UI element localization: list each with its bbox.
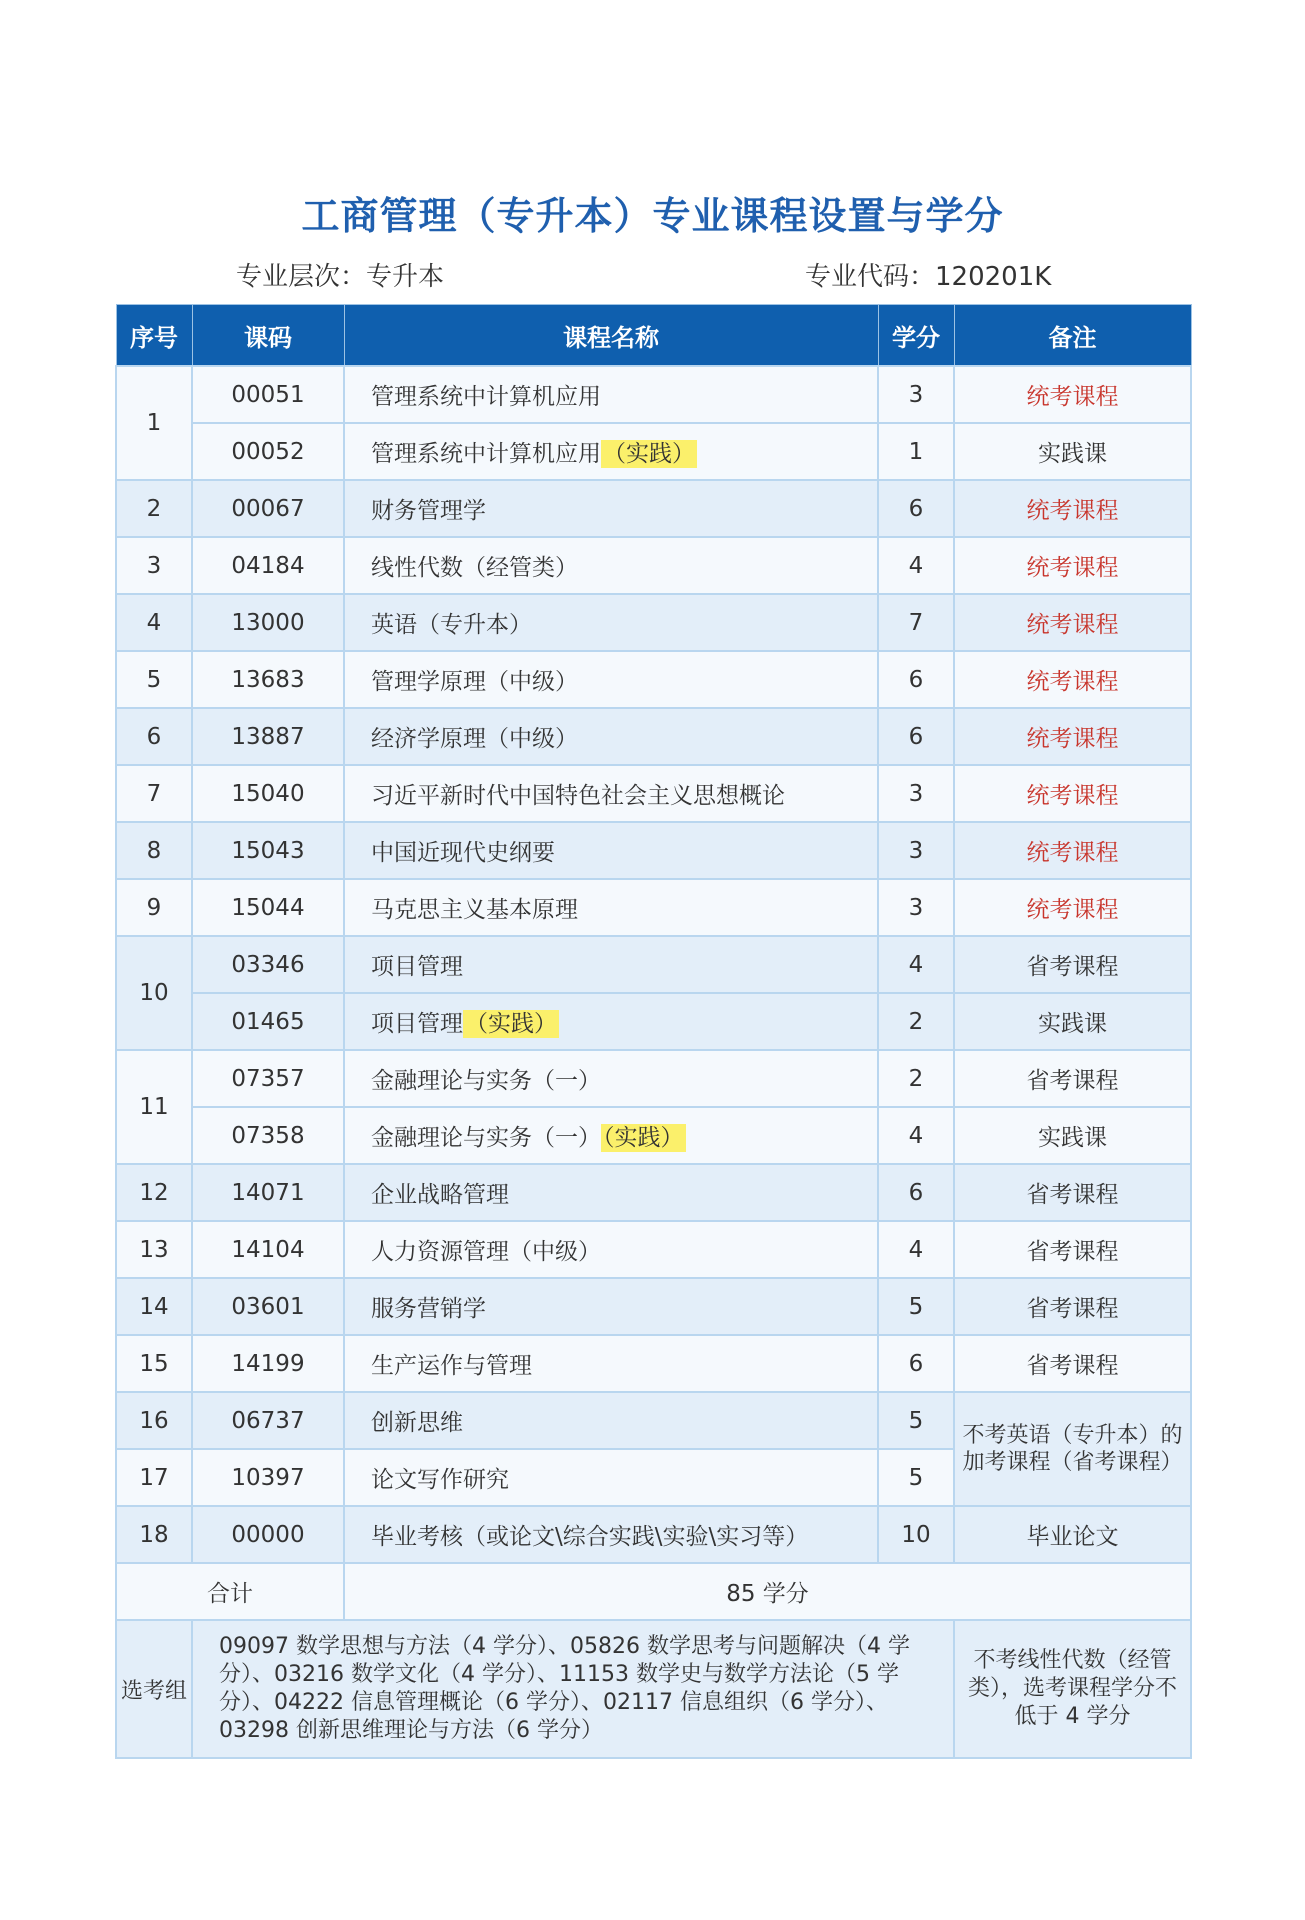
practice-highlight: （实践） xyxy=(465,1011,557,1037)
total-row xyxy=(116,1563,1191,1620)
course-name-cell xyxy=(344,1107,878,1164)
course-table xyxy=(115,304,1192,1759)
table-row xyxy=(116,1278,1191,1335)
code-cell: 15040 xyxy=(192,765,344,822)
seq-cell: 5 xyxy=(116,651,192,708)
credit-cell: 2 xyxy=(878,1050,954,1107)
header-remark: 备注 xyxy=(954,305,1191,367)
code-cell: 14071 xyxy=(192,1164,344,1221)
code-cell: 13000 xyxy=(192,594,344,651)
table-row xyxy=(116,1392,1191,1449)
table-row xyxy=(116,1221,1191,1278)
code-cell: 00000 xyxy=(192,1506,344,1563)
credit-cell: 7 xyxy=(878,594,954,651)
seq-cell: 7 xyxy=(116,765,192,822)
course-name-cell: 生产运作与管理 xyxy=(344,1335,878,1392)
seq-cell: 4 xyxy=(116,594,192,651)
remark-cell: 统考课程 xyxy=(954,879,1191,936)
table-row xyxy=(116,1506,1191,1563)
table-row xyxy=(116,822,1191,879)
seq-cell: 2 xyxy=(116,480,192,537)
elective-label: 选考组 xyxy=(116,1620,192,1758)
code-cell: 15043 xyxy=(192,822,344,879)
course-name-cell: 经济学原理（中级） xyxy=(344,708,878,765)
code-cell: 03601 xyxy=(192,1278,344,1335)
remark-cell: 统考课程 xyxy=(954,765,1191,822)
course-name-cell xyxy=(344,993,878,1050)
credit-cell: 3 xyxy=(878,366,954,423)
seq-cell: 17 xyxy=(116,1449,192,1506)
remark-cell: 统考课程 xyxy=(954,366,1191,423)
remark-cell: 不考英语（专升本）的加考课程（省考课程） xyxy=(954,1392,1191,1506)
course-name-cell: 财务管理学 xyxy=(344,480,878,537)
credit-cell: 6 xyxy=(878,651,954,708)
course-name-cell: 管理学原理（中级） xyxy=(344,651,878,708)
credit-cell: 2 xyxy=(878,993,954,1050)
remark-cell: 统考课程 xyxy=(954,708,1191,765)
table-header-row xyxy=(116,305,1191,367)
course-name-cell xyxy=(344,366,878,423)
code-cell: 14199 xyxy=(192,1335,344,1392)
course-name: 金融理论与实务（一） xyxy=(371,1125,601,1151)
table-row xyxy=(116,537,1191,594)
remark-cell: 统考课程 xyxy=(954,651,1191,708)
course-name: 管理系统中计算机应用 xyxy=(371,441,601,467)
course-name-cell: 毕业考核（或论文\综合实践\实验\实习等） xyxy=(344,1506,878,1563)
remark-cell: 省考课程 xyxy=(954,936,1191,993)
table-row xyxy=(116,1050,1191,1107)
header-seq: 序号 xyxy=(116,305,192,367)
code-cell: 15044 xyxy=(192,879,344,936)
seq-cell: 11 xyxy=(116,1050,192,1164)
code-cell: 00067 xyxy=(192,480,344,537)
course-name-cell: 项目管理 xyxy=(344,936,878,993)
seq-cell: 8 xyxy=(116,822,192,879)
course-name-cell: 中国近现代史纲要 xyxy=(344,822,878,879)
credit-cell: 5 xyxy=(878,1449,954,1506)
major-code: 专业代码：120201K xyxy=(805,262,1052,292)
credit-cell: 6 xyxy=(878,480,954,537)
remark-cell: 省考课程 xyxy=(954,1050,1191,1107)
seq-cell: 12 xyxy=(116,1164,192,1221)
remark-cell: 统考课程 xyxy=(954,537,1191,594)
course-name: 管理系统中计算机应用 xyxy=(371,384,601,410)
credit-cell: 4 xyxy=(878,1221,954,1278)
major-level: 专业层次：专升本 xyxy=(236,262,445,292)
seq-cell: 15 xyxy=(116,1335,192,1392)
remark-cell: 统考课程 xyxy=(954,480,1191,537)
table-row xyxy=(116,480,1191,537)
code-cell: 13683 xyxy=(192,651,344,708)
table-row xyxy=(116,936,1191,993)
course-name-cell: 马克思主义基本原理 xyxy=(344,879,878,936)
credit-cell: 1 xyxy=(878,423,954,480)
table-row xyxy=(116,594,1191,651)
total-label: 合计 xyxy=(116,1563,344,1620)
remark-cell: 省考课程 xyxy=(954,1335,1191,1392)
credit-cell: 6 xyxy=(878,1164,954,1221)
table-row xyxy=(116,993,1191,1050)
seq-cell: 9 xyxy=(116,879,192,936)
course-name-cell: 习近平新时代中国特色社会主义思想概论 xyxy=(344,765,878,822)
code-cell: 10397 xyxy=(192,1449,344,1506)
seq-cell: 6 xyxy=(116,708,192,765)
table-row xyxy=(116,366,1191,423)
course-name: 项目管理 xyxy=(371,1011,463,1037)
remark-cell: 省考课程 xyxy=(954,1164,1191,1221)
table-row xyxy=(116,651,1191,708)
table-row xyxy=(116,423,1191,480)
course-name-cell xyxy=(344,423,878,480)
course-name-cell: 人力资源管理（中级） xyxy=(344,1221,878,1278)
remark-cell: 统考课程 xyxy=(954,594,1191,651)
code-cell: 03346 xyxy=(192,936,344,993)
credit-cell: 3 xyxy=(878,822,954,879)
credit-cell: 6 xyxy=(878,708,954,765)
table-row xyxy=(116,879,1191,936)
code-cell: 13887 xyxy=(192,708,344,765)
elective-courses: 09097 数学思想与方法（4 学分）、05826 数学思考与问题解决（4 学分）、03216 数学文化（4 学分）、11153 数学史与数学方法论（5 学分）、04222 信息管理概论（6 学分）、02117 信息组织（6 学分）、03298 创新思维理论与方法（6 学分） xyxy=(192,1620,954,1758)
seq-cell: 18 xyxy=(116,1506,192,1563)
table-row xyxy=(116,708,1191,765)
remark-cell: 省考课程 xyxy=(954,1278,1191,1335)
credit-cell: 3 xyxy=(878,879,954,936)
code-cell: 07357 xyxy=(192,1050,344,1107)
course-name-cell: 金融理论与实务（一） xyxy=(344,1050,878,1107)
course-name-cell: 服务营销学 xyxy=(344,1278,878,1335)
remark-cell: 省考课程 xyxy=(954,1221,1191,1278)
code-cell: 07358 xyxy=(192,1107,344,1164)
header-name: 课程名称 xyxy=(344,305,878,367)
page-title: 工商管理（专升本）专业课程设置与学分 xyxy=(301,194,1004,238)
seq-cell: 10 xyxy=(116,936,192,1050)
credit-cell: 5 xyxy=(878,1392,954,1449)
remark-cell: 实践课 xyxy=(954,993,1191,1050)
code-cell: 01465 xyxy=(192,993,344,1050)
remark-cell: 实践课 xyxy=(954,1107,1191,1164)
course-name-cell: 英语（专升本） xyxy=(344,594,878,651)
credit-cell: 4 xyxy=(878,1107,954,1164)
credit-cell: 5 xyxy=(878,1278,954,1335)
header-code: 课码 xyxy=(192,305,344,367)
code-cell: 00051 xyxy=(192,366,344,423)
code-cell: 06737 xyxy=(192,1392,344,1449)
credit-cell: 4 xyxy=(878,537,954,594)
seq-cell: 3 xyxy=(116,537,192,594)
remark-cell: 实践课 xyxy=(954,423,1191,480)
header-credit: 学分 xyxy=(878,305,954,367)
seq-cell: 13 xyxy=(116,1221,192,1278)
credit-cell: 3 xyxy=(878,765,954,822)
course-name-cell: 创新思维 xyxy=(344,1392,878,1449)
credit-cell: 6 xyxy=(878,1335,954,1392)
remark-cell: 统考课程 xyxy=(954,822,1191,879)
elective-row xyxy=(116,1620,1191,1758)
seq-cell: 14 xyxy=(116,1278,192,1335)
practice-highlight: （实践） xyxy=(603,441,695,467)
table-row xyxy=(116,1107,1191,1164)
table-row xyxy=(116,1335,1191,1392)
practice-highlight: （实践） xyxy=(603,1125,684,1151)
course-name-cell: 论文写作研究 xyxy=(344,1449,878,1506)
course-name-cell: 企业战略管理 xyxy=(344,1164,878,1221)
seq-cell: 16 xyxy=(116,1392,192,1449)
seq-cell: 1 xyxy=(116,366,192,480)
course-name-cell: 线性代数（经管类） xyxy=(344,537,878,594)
code-cell: 14104 xyxy=(192,1221,344,1278)
code-cell: 00052 xyxy=(192,423,344,480)
table-row xyxy=(116,765,1191,822)
elective-note: 不考线性代数（经管类），选考课程学分不低于 4 学分 xyxy=(954,1620,1191,1758)
credit-cell: 4 xyxy=(878,936,954,993)
credit-cell: 10 xyxy=(878,1506,954,1563)
code-cell: 04184 xyxy=(192,537,344,594)
table-row xyxy=(116,1164,1191,1221)
remark-cell: 毕业论文 xyxy=(954,1506,1191,1563)
total-value: 85 学分 xyxy=(344,1563,1191,1620)
